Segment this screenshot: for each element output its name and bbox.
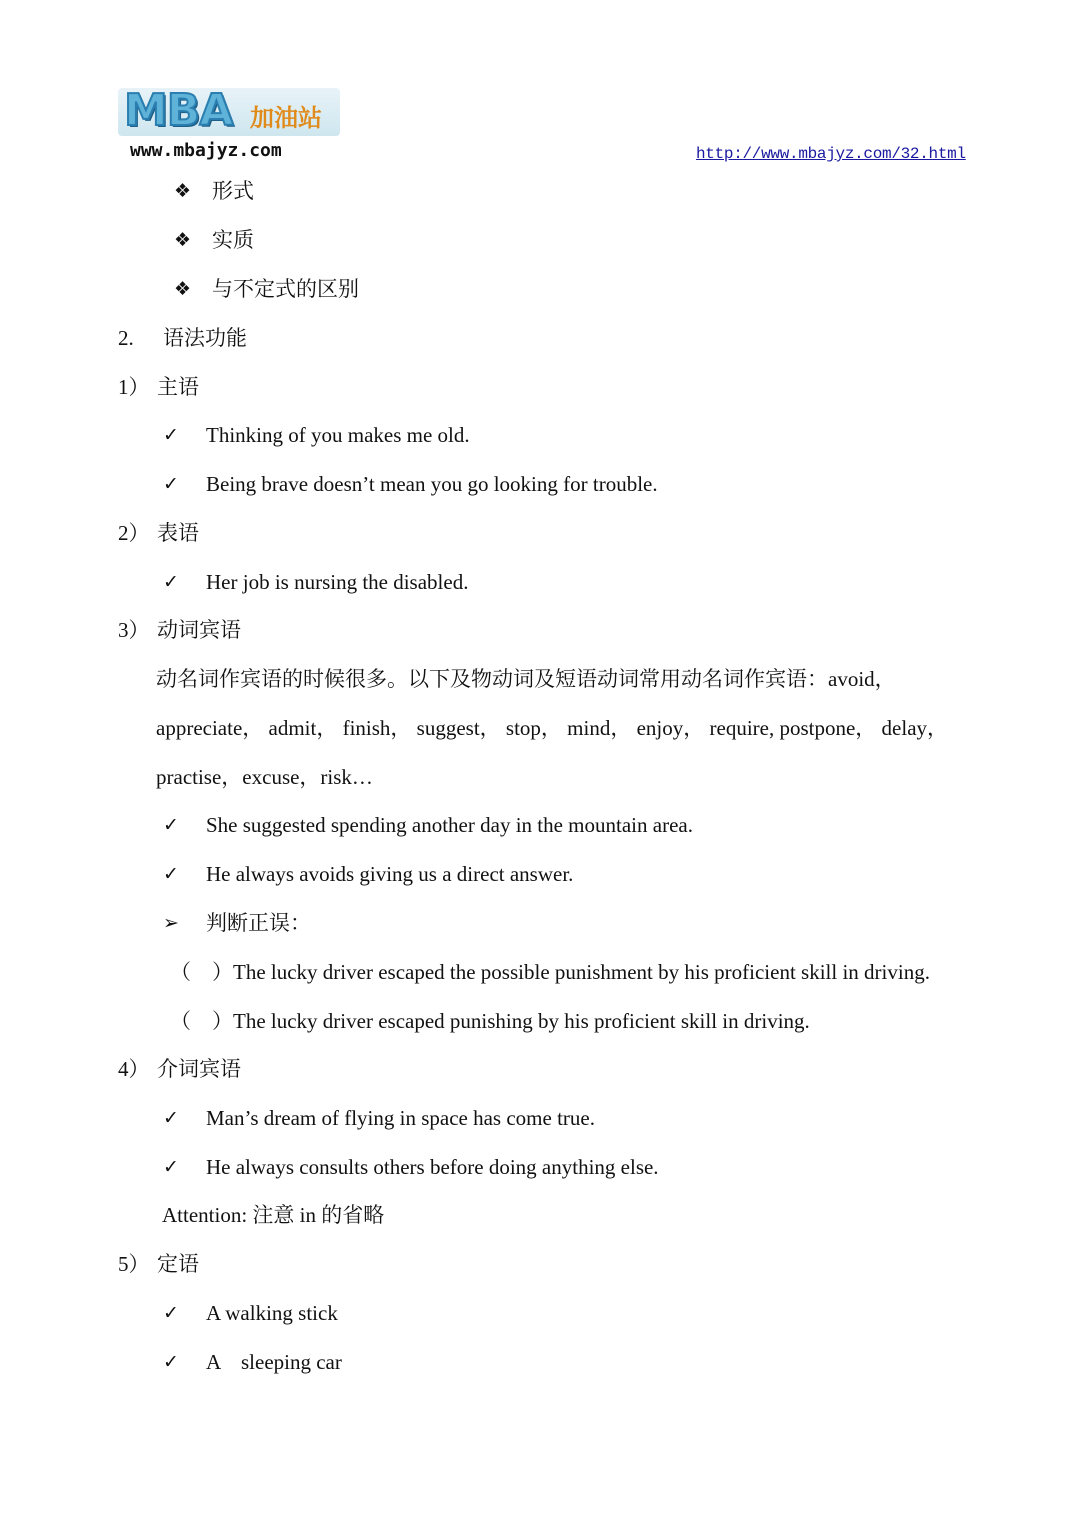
subsection-number: 1） bbox=[118, 375, 150, 399]
paragraph-line: practise，excuse，risk… bbox=[156, 765, 373, 789]
four-diamond-bullet-icon: ❖ bbox=[174, 229, 192, 251]
checkmark-icon: ✓ bbox=[163, 814, 179, 836]
subsection-number: 3） bbox=[118, 618, 150, 642]
example-sentence: She suggested spending another day in the mountain area. bbox=[206, 813, 693, 837]
checkmark-icon: ✓ bbox=[163, 863, 179, 885]
section-title: 语法功能 bbox=[163, 326, 247, 350]
logo-chinese-text: 加油站 bbox=[250, 104, 322, 132]
checkmark-icon: ✓ bbox=[163, 473, 179, 495]
subsection-title: 动词宾语 bbox=[157, 618, 241, 642]
subsection-title: 表语 bbox=[157, 521, 199, 545]
four-diamond-bullet-icon: ❖ bbox=[174, 180, 192, 202]
arrow-bullet-icon: ➢ bbox=[163, 912, 179, 934]
checkmark-icon: ✓ bbox=[163, 1107, 179, 1129]
subsection-number: 4） bbox=[118, 1057, 150, 1081]
subsection-title: 定语 bbox=[157, 1252, 199, 1276]
example-sentence: Thinking of you makes me old. bbox=[206, 423, 470, 447]
logo-banner bbox=[118, 85, 340, 136]
checkmark-icon: ✓ bbox=[163, 1351, 179, 1373]
bullet-item: 实质 bbox=[212, 228, 254, 252]
section-number: 2. bbox=[118, 326, 134, 350]
example-sentence: Man’s dream of flying in space has come true. bbox=[206, 1106, 595, 1130]
example-sentence: He always consults others before doing anything else. bbox=[206, 1155, 659, 1179]
logo-url-text: www.mbajyz.com bbox=[130, 140, 282, 161]
checkmark-icon: ✓ bbox=[163, 1302, 179, 1324]
subsection-number: 2） bbox=[118, 521, 150, 545]
example-sentence: Being brave doesn’t mean you go looking for trouble. bbox=[206, 472, 658, 496]
judge-item: （ ）The lucky driver escaped the possible punishment by his proficient skill in driving. bbox=[170, 960, 930, 984]
paragraph-line: appreciate， admit， finish， suggest， stop， mind， enjoy， require, postpone， delay， bbox=[156, 716, 949, 740]
example-sentence: A sleeping car bbox=[206, 1350, 342, 1374]
paragraph-line: 动名词作宾语的时候很多。以下及物动词及短语动词常用动名词作宾语：avoid， bbox=[156, 667, 896, 691]
logo-mba-text: MBA bbox=[124, 85, 233, 136]
bullet-item: 与不定式的区别 bbox=[212, 277, 359, 301]
judge-item: （ ）The lucky driver escaped punishing by his proficient skill in driving. bbox=[170, 1009, 810, 1033]
subsection-title: 主语 bbox=[157, 375, 199, 399]
bullet-item: 形式 bbox=[212, 179, 254, 203]
mba-logo bbox=[118, 85, 342, 166]
example-sentence: A walking stick bbox=[206, 1301, 338, 1325]
subsection-number: 5） bbox=[118, 1252, 150, 1276]
judge-label: 判断正误： bbox=[206, 911, 311, 935]
example-sentence: He always avoids giving us a direct answer. bbox=[206, 862, 574, 886]
checkmark-icon: ✓ bbox=[163, 1156, 179, 1178]
example-sentence: Her job is nursing the disabled. bbox=[206, 570, 469, 594]
checkmark-icon: ✓ bbox=[163, 424, 179, 446]
header-url-link[interactable]: http://www.mbajyz.com/32.html bbox=[696, 145, 966, 163]
subsection-title: 介词宾语 bbox=[157, 1057, 241, 1081]
attention-note: Attention: 注意 in 的省略 bbox=[162, 1203, 385, 1227]
four-diamond-bullet-icon: ❖ bbox=[174, 278, 192, 300]
checkmark-icon: ✓ bbox=[163, 571, 179, 593]
